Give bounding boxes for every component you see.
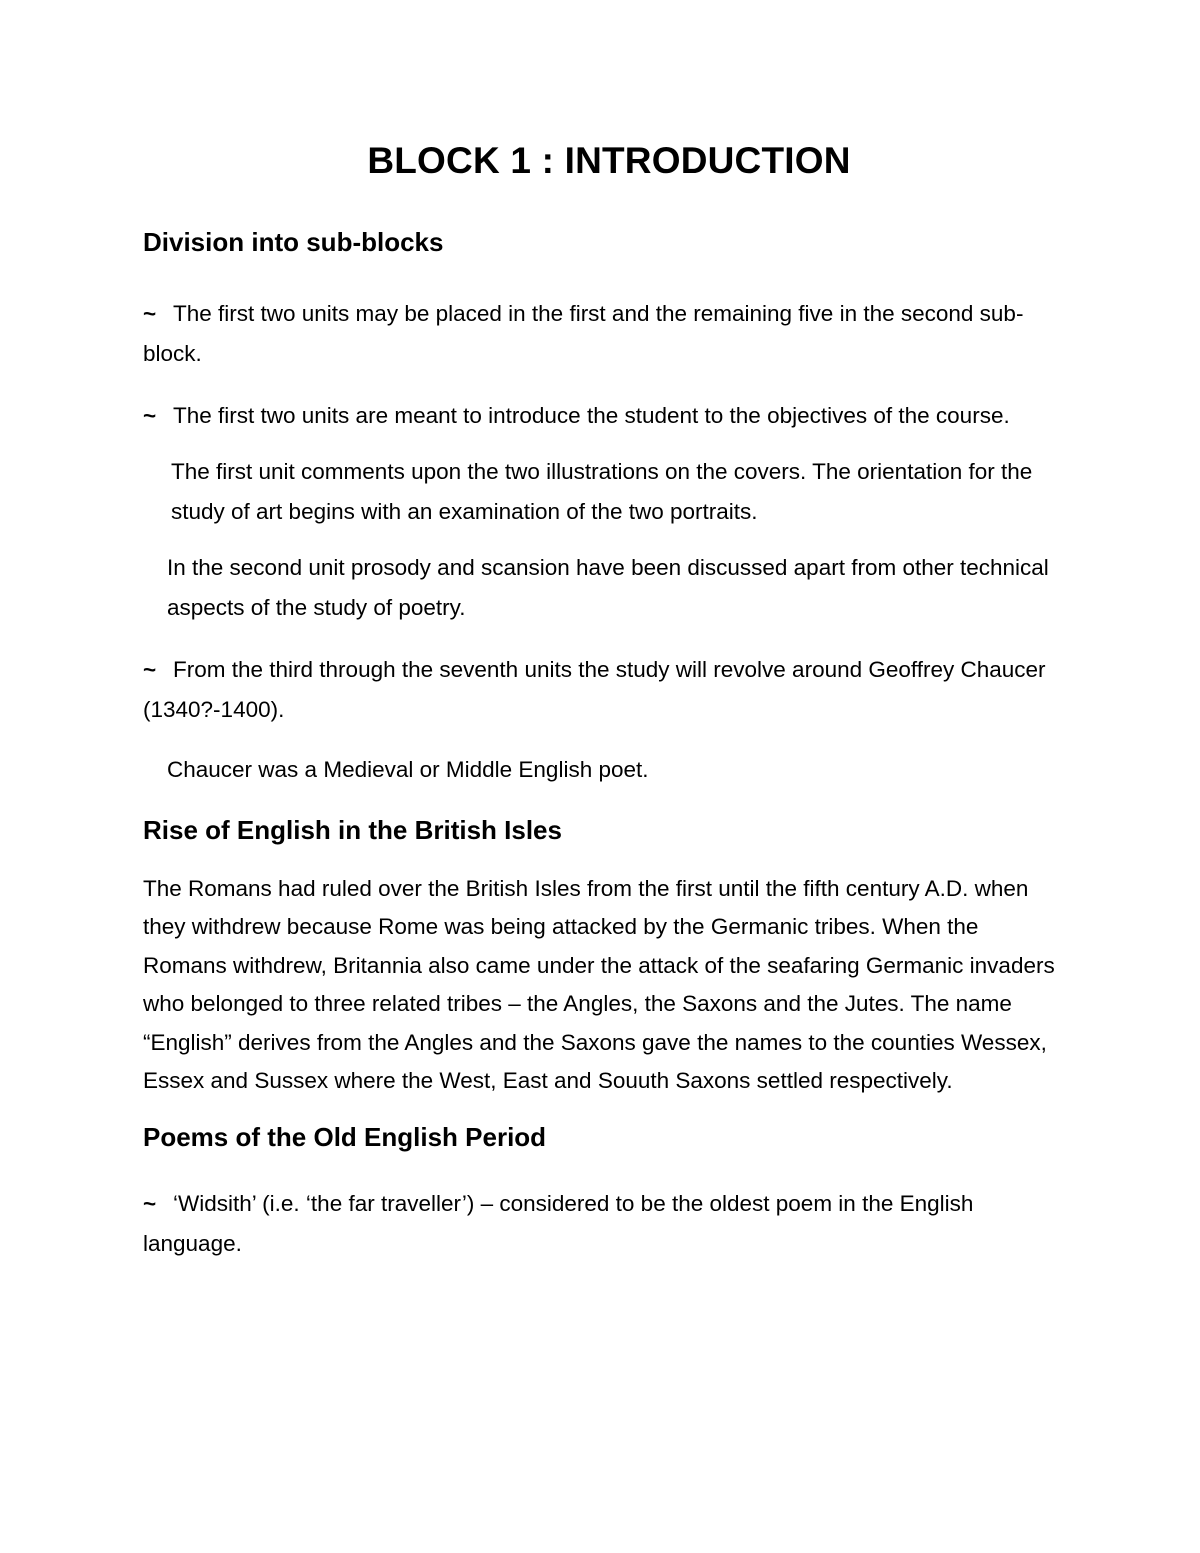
bullet-paragraph bbox=[143, 650, 1063, 730]
tilde-bullet-icon: ~ bbox=[143, 656, 157, 682]
bullet-text: The first two units may be placed in the first and the remaining five in the second sub-block. bbox=[143, 300, 1024, 366]
tilde-bullet-icon: ~ bbox=[143, 1191, 157, 1217]
paragraph-text: In the second unit prosody and scansion have been discussed apart from other technical aspects of the study of poetry. bbox=[167, 554, 1049, 620]
bullet-paragraph bbox=[143, 396, 1063, 436]
paragraph-text: Chaucer was a Medieval or Middle English poet. bbox=[167, 756, 649, 782]
bullet-paragraph bbox=[143, 1184, 1063, 1264]
paragraph bbox=[143, 452, 1063, 532]
section-heading-poems: Poems of the Old English Period bbox=[143, 1121, 547, 1152]
paragraph-text: The Romans had ruled over the British Isles from the first until the fifth century A.D. when they withdrew because Rome was being attacked by the Germanic tribes. When the Romans withdrew, Britannia also came under the attack of the seafaring Germanic invaders who belonged to three related tribes – the Angles, the Saxons and the Jutes. The name “English” derives from the Angles and the Saxons gave the names to the counties Wessex, Essex and Sussex where the West, East and Souuth Saxons settled respectively. bbox=[143, 875, 1055, 1094]
paragraph-text: The first unit comments upon the two illustrations on the covers. The orientation for the study of art begins with an examination of the two portraits. bbox=[171, 458, 1033, 524]
section-heading-rise: Rise of English in the British Isles bbox=[143, 814, 562, 845]
bullet-paragraph bbox=[143, 294, 1063, 374]
tilde-bullet-icon: ~ bbox=[143, 402, 157, 428]
page-title: BLOCK 1 : INTRODUCTION bbox=[367, 140, 851, 181]
tilde-bullet-icon: ~ bbox=[143, 300, 157, 326]
bullet-text: ‘Widsith’ (i.e. ‘the far traveller’) – considered to be the oldest poem in the English language. bbox=[143, 1191, 974, 1257]
paragraph bbox=[143, 548, 1063, 628]
paragraph bbox=[143, 750, 1063, 790]
section-heading-division: Division into sub-blocks bbox=[143, 227, 444, 257]
paragraph bbox=[143, 870, 1063, 1101]
bullet-text: From the third through the seventh units the study will revolve around Geoffrey Chaucer (1340?-1400). bbox=[143, 656, 1046, 722]
document-page bbox=[143, 140, 1063, 1264]
bullet-text: The first two units are meant to introduce the student to the objectives of the course. bbox=[173, 402, 1010, 428]
